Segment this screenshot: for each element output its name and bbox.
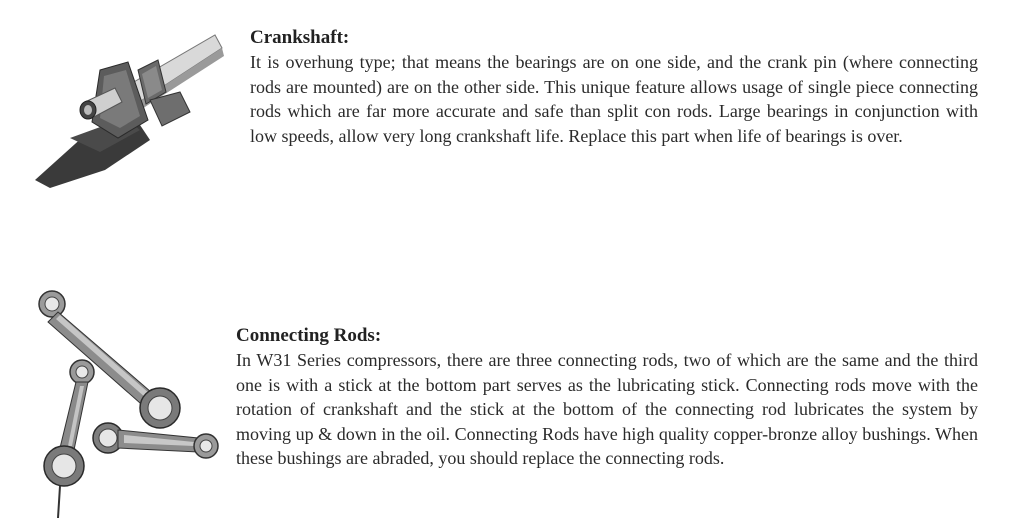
crankshaft-illustration-icon — [30, 30, 230, 190]
crankshaft-description: It is overhung type; that means the bearings are on one side, and the crank pin (where connecting rods are mounted) are on the other side. This unique feature allows usage of single piece connecting rods which are far more accurate and safe than split con rods. Large bearings in conjunction with low speeds, allow very long crankshaft life. Replace this part when life of bearings is over. — [250, 52, 978, 146]
connecting-rods-illustration-icon — [38, 288, 228, 520]
crankshaft-section — [250, 26, 978, 148]
crankshaft-heading: Crankshaft: — [250, 27, 350, 48]
connecting-rods-section — [236, 324, 978, 471]
connecting-rods-heading: Connecting Rods: — [236, 325, 382, 346]
connecting-rods-description: In W31 Series compressors, there are three connecting rods, two of which are the same and the third one is with a stick at the bottom part serves as the lubricating stick. Connecting rods move with the rotation of crankshaft and the stick at the bottom of the connecting rod lubricates the system by moving up & down in the oil. Connecting Rods have high quality copper-bronze alloy bushings. When these bushings are abraded, you should replace the connecting rods. — [236, 350, 978, 469]
